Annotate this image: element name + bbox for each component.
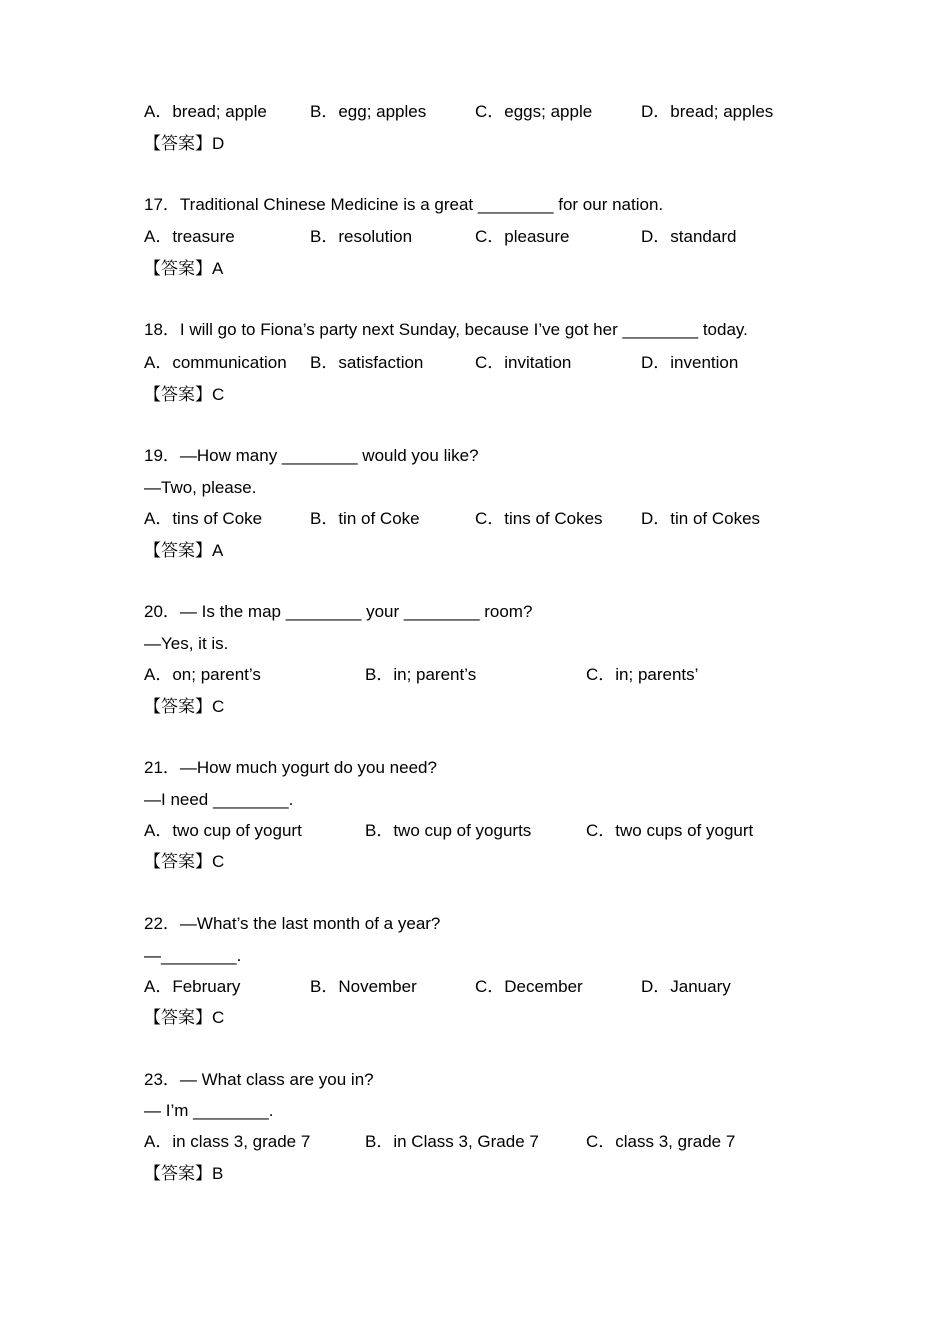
options-q17 [144, 227, 824, 247]
question-22-stem: 22．—What’s the last month of a year? [144, 914, 441, 933]
option-b: B．in Class 3, Grade 7 [365, 1132, 539, 1151]
option-a: A．on; parent’s [144, 665, 261, 684]
answer-label: 【答案】 [144, 541, 212, 561]
answer-q18 [144, 385, 224, 405]
question-21-reply: —I need ________. [144, 790, 294, 809]
options-q19 [144, 509, 824, 529]
question-18-stem: 18．I will go to Fiona’s party next Sunday, because I’ve got her ________ today. [144, 320, 748, 339]
option-c: C．invitation [475, 353, 572, 372]
answer-q23 [144, 1164, 223, 1184]
answer-label: 【答案】 [144, 134, 212, 154]
option-d: D．standard [641, 227, 737, 246]
options-q18 [144, 353, 824, 373]
answer-value: D [212, 134, 225, 153]
option-c: C．December [475, 977, 583, 996]
answer-value: C [212, 385, 225, 404]
option-c: C．in; parents’ [586, 665, 699, 684]
answer-label: 【答案】 [144, 385, 212, 405]
option-b: B．egg; apples [310, 102, 427, 121]
answer-q17 [144, 259, 223, 279]
answer-label: 【答案】 [144, 259, 212, 279]
option-a: A．tins of Coke [144, 509, 263, 528]
answer-value: C [212, 697, 225, 716]
question-23-reply: — I’m ________. [144, 1101, 274, 1120]
question-20-reply: —Yes, it is. [144, 634, 229, 653]
option-b: B．two cup of yogurts [365, 821, 532, 840]
option-b: B．satisfaction [310, 353, 424, 372]
question-17-stem: 17．Traditional Chinese Medicine is a great ________ for our nation. [144, 195, 664, 214]
question-21-stem: 21．—How much yogurt do you need? [144, 758, 437, 777]
question-22-reply: —________. [144, 946, 242, 965]
option-a: A．in class 3, grade 7 [144, 1132, 311, 1151]
option-c: C．two cups of yogurt [586, 821, 754, 840]
answer-q20 [144, 697, 224, 717]
option-a: A．bread; apple [144, 102, 267, 121]
answer-q19 [144, 541, 223, 561]
option-b: B．resolution [310, 227, 413, 246]
option-d: D．January [641, 977, 731, 996]
option-b: B．November [310, 977, 417, 996]
option-a: A．communication [144, 353, 287, 372]
options-q21 [144, 821, 824, 841]
option-b: B．in; parent’s [365, 665, 477, 684]
option-d: D．bread; apples [641, 102, 774, 121]
answer-value: A [212, 541, 224, 560]
option-d: D．tin of Cokes [641, 509, 761, 528]
answer-value: C [212, 852, 225, 871]
answer-value: C [212, 1008, 225, 1027]
option-c: C．pleasure [475, 227, 570, 246]
answer-label: 【答案】 [144, 1008, 212, 1028]
answer-label: 【答案】 [144, 1164, 212, 1184]
options-q16 [144, 102, 824, 122]
question-19-stem: 19．—How many ________ would you like? [144, 446, 479, 465]
answer-value: B [212, 1164, 224, 1183]
question-23-stem: 23．— What class are you in? [144, 1070, 374, 1089]
option-b: B．tin of Coke [310, 509, 420, 528]
option-a: A．treasure [144, 227, 235, 246]
option-a: A．two cup of yogurt [144, 821, 302, 840]
option-a: A．February [144, 977, 241, 996]
answer-q16 [144, 134, 224, 154]
answer-label: 【答案】 [144, 697, 212, 717]
answer-q22 [144, 1008, 224, 1028]
option-d: D．invention [641, 353, 739, 372]
options-q20 [144, 665, 824, 685]
options-q23 [144, 1132, 824, 1152]
answer-label: 【答案】 [144, 852, 212, 872]
answer-value: A [212, 259, 224, 278]
question-19-reply: —Two, please. [144, 478, 257, 497]
answer-q21 [144, 852, 224, 872]
options-q22 [144, 977, 824, 997]
question-20-stem: 20．— Is the map ________ your ________ room? [144, 602, 533, 621]
option-c: C．eggs; apple [475, 102, 593, 121]
option-c: C．tins of Cokes [475, 509, 603, 528]
option-c: C．class 3, grade 7 [586, 1132, 736, 1151]
